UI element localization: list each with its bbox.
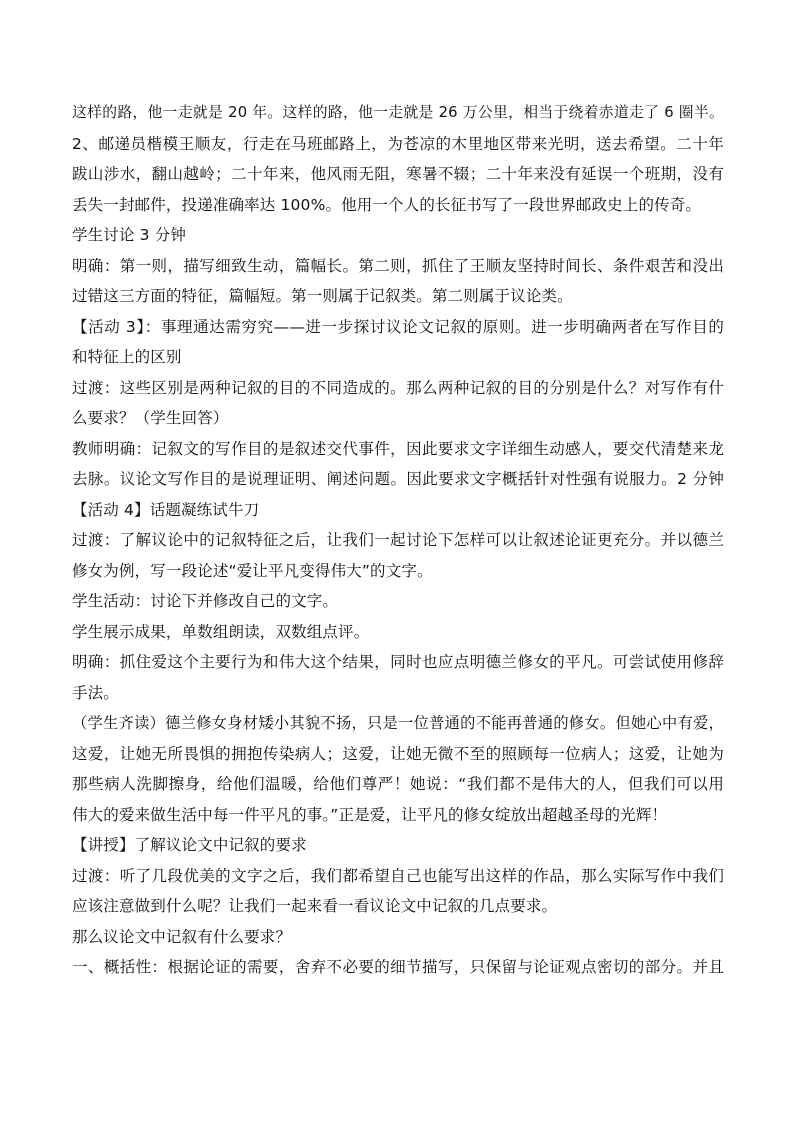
text-line: 和特征上的区别	[72, 348, 182, 366]
text-line: 教师明确：记叙文的写作目的是叙述交代事件，因此要求文字详细生动感人，要交代清楚来龙	[72, 439, 724, 458]
text-line: 【讲授】了解议论文中记叙的要求	[72, 836, 307, 854]
text-line: 过错这三方面的特征，篇幅短。第一则属于记叙类。第二则属于议论类。	[72, 287, 573, 305]
text-line: 学生展示成果，单数组朗读，双数组点评。	[72, 622, 370, 641]
text-line: 2、邮递员楷模王顺友，行走在马班邮路上，为苍凉的木里地区带来光明，送去希望。二十年	[72, 134, 724, 153]
text-line: 这样的路，他一走就是 20 年。这样的路，他一走就是 26 万公里，相当于绕着赤道走了 6 圈半。	[72, 104, 724, 121]
text-line: 伟大的爱来做生活中每一件平凡的事。”正是爱，让平凡的修女绽放出超越圣母的光辉！	[72, 805, 668, 824]
text-line: 一、概括性：根据论证的需要，舍弃不必要的细节描写，只保留与论证观点密切的部分。并且	[72, 958, 724, 976]
text-line: （学生齐读）德兰修女身材矮小其貌不扬，只是一位普通的不能再普通的修女。但她心中有爱，	[72, 714, 724, 732]
text-line: 跋山涉水，翻山越岭；二十年来，他风雨无阻，寒暑不辍；二十年来没有延误一个班期，没有	[72, 165, 724, 183]
text-line: 学生活动：讨论下并修改自己的文字。	[72, 592, 339, 610]
text-line: 过渡：了解议论中的记叙特征之后，让我们一起讨论下怎样可以让叙述论证更充分。并以德兰	[72, 531, 724, 549]
text-line: 那些病人洗脚擦身，给他们温暖，给他们尊严！她说：“我们都不是伟大的人，但我们可以用	[72, 775, 724, 793]
text-line: 应该注意做到什么呢？让我们一起来看一看议论文中记叙的几点要求。	[72, 897, 558, 915]
text-line: 那么议论文中记叙有什么要求？	[72, 927, 292, 946]
text-line: 明确：抓住爱这个主要行为和伟大这个结果，同时也应点明德兰修女的平凡。可尝试使用修辞	[72, 653, 724, 671]
text-line: 修女为例，写一段论述“爱让平凡变得伟大”的文字。	[72, 561, 433, 580]
text-line: 明确：第一则，描写细致生动，篇幅长。第二则，抓住了王顺友坚持时间长、条件艰苦和没出	[72, 256, 724, 275]
text-line: 这爱，让她无所畏惧的拥抱传染病人；这爱，让她无微不至的照顾每一位病人；这爱，让她为	[72, 744, 724, 763]
text-line: 【活动 3】：事理通达需穷究——进一步探讨议论文记叙的原则。进一步明确两者在写作目的	[72, 317, 724, 336]
text-line: 过渡：听了几段优美的文字之后，我们都希望自己也能写出这样的作品，那么实际写作中我们	[72, 866, 724, 885]
text-line: 去脉。议论文写作目的是说理证明、阐述问题。因此要求文字概括针对性强有说服力。2 分钟	[72, 470, 724, 488]
text-line: 丢失一封邮件，投递准确率达 100%。他用一个人的长征书写了一段世界邮政史上的传奇。	[72, 195, 702, 214]
document-body	[72, 98, 724, 983]
text-line: 【活动 4】话题凝练试牛刀	[72, 500, 260, 519]
text-line: 过渡：这些区别是两种记叙的目的不同造成的。那么两种记叙的目的分别是什么？对写作有什	[72, 378, 724, 397]
text-line: 学生讨论 3 分钟	[72, 226, 187, 244]
text-line: 手法。	[72, 683, 119, 702]
document-page	[72, 98, 724, 983]
text-line: 么要求？（学生回答）	[72, 409, 229, 427]
